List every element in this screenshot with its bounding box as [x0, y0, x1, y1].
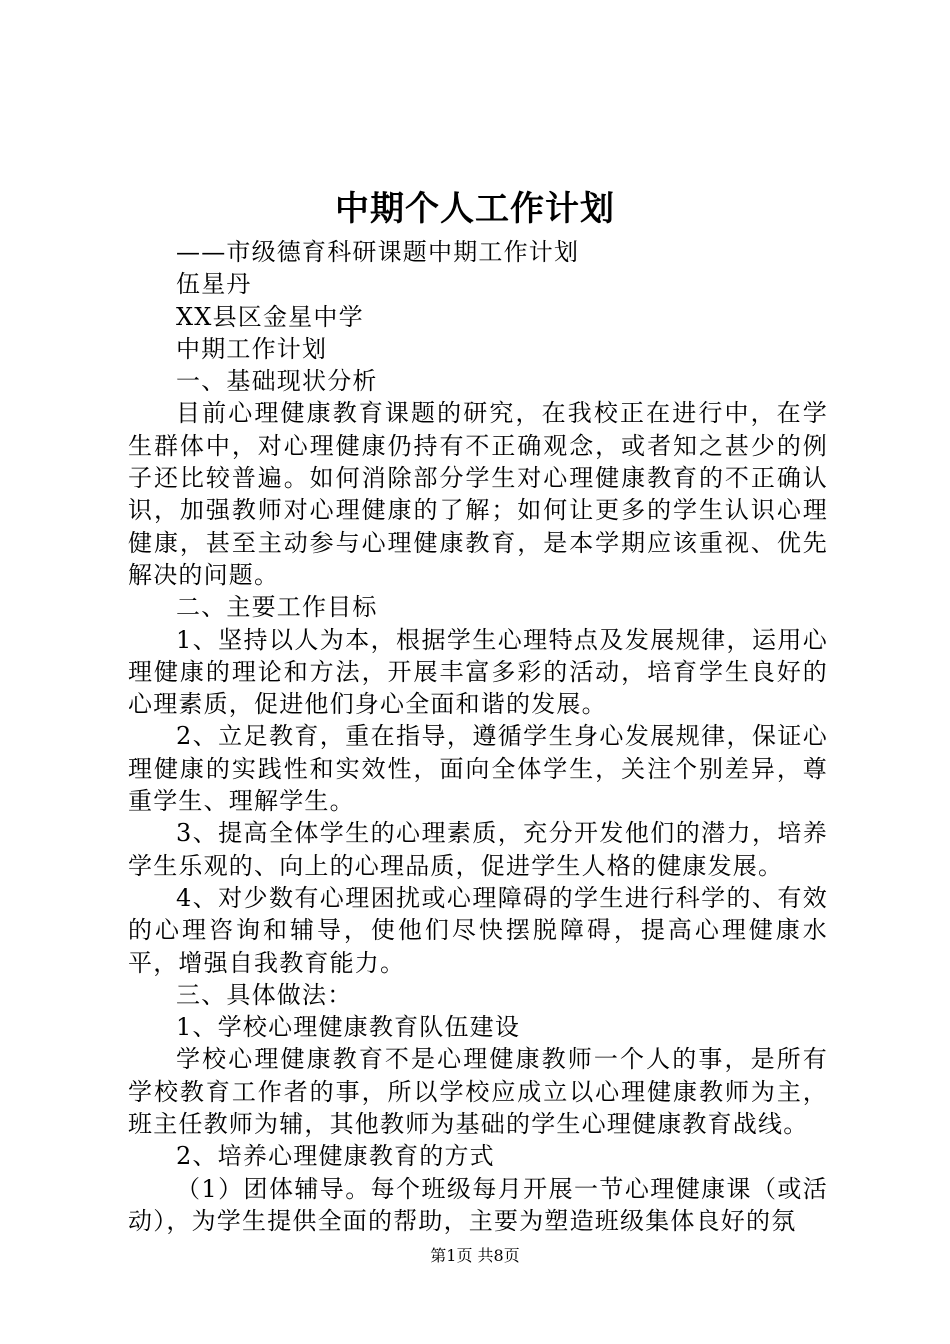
goal-item-1: 1、坚持以人为本，根据学生心理特点及发展规律，运用心理健康的理论和方法，开展丰富多彩的活动，培育学生良好的心理素质，促进他们身心全面和谐的发展。: [128, 625, 828, 719]
author-name: 伍星丹: [176, 270, 252, 299]
section-heading-3: 三、具体做法：: [176, 980, 353, 1009]
subsection-heading-1: 1、学校心理健康教育队伍建设: [176, 1013, 521, 1042]
document-body: [128, 236, 828, 1237]
goal-item-2: 2、立足教育，重在指导，遵循学生身心发展规律，保证心理健康的实践性和实效性，面向全体学生，关注个别差异，尊重学生、理解学生。: [128, 722, 828, 816]
plan-label: 中期工作计划: [176, 334, 328, 363]
school-name: XX县区金星中学: [176, 302, 364, 331]
subsection-heading-2: 2、培养心理健康教育的方式: [176, 1142, 495, 1171]
section-heading-1: 一、基础现状分析: [176, 367, 378, 396]
section-heading-2: 二、主要工作目标: [176, 593, 378, 622]
goal-item-3: 3、提高全体学生的心理素质，充分开发他们的潜力，培养学生乐观的、向上的心理品质，促进学生人格的健康发展。: [128, 819, 828, 880]
paragraph-group-counseling: （1）团体辅导。每个班级每月开展一节心理健康课（或活动），为学生提供全面的帮助，主要为塑造班级集体良好的氛: [128, 1174, 828, 1235]
paragraph-team-building: 学校心理健康教育不是心理健康教师一个人的事，是所有学校教育工作者的事，所以学校应成立以心理健康教师为主，班主任教师为辅，其他教师为基础的学生心理健康教育战线。: [128, 1045, 828, 1139]
document-title: 中期个人工作计划: [335, 189, 615, 229]
goal-item-4: 4、对少数有心理困扰或心理障碍的学生进行科学的、有效的心理咨询和辅导，使他们尽快摆脱障碍，提高心理健康水平，增强自我教育能力。: [128, 883, 828, 977]
page-footer: 第1页 共8页: [430, 1246, 520, 1265]
paragraph-current-status: 目前心理健康教育课题的研究，在我校正在进行中，在学生群体中，对心理健康仍持有不正确观念，或者知之甚少的例子还比较普遍。如何消除部分学生对心理健康教育的不正确认识，加强教师对心理健康的了解；如何让更多的学生认识心理健康，甚至主动参与心理健康教育，是本学期应该重视、优先解决的问题。: [128, 399, 828, 589]
subtitle: ——市级德育科研课题中期工作计划: [176, 238, 580, 266]
